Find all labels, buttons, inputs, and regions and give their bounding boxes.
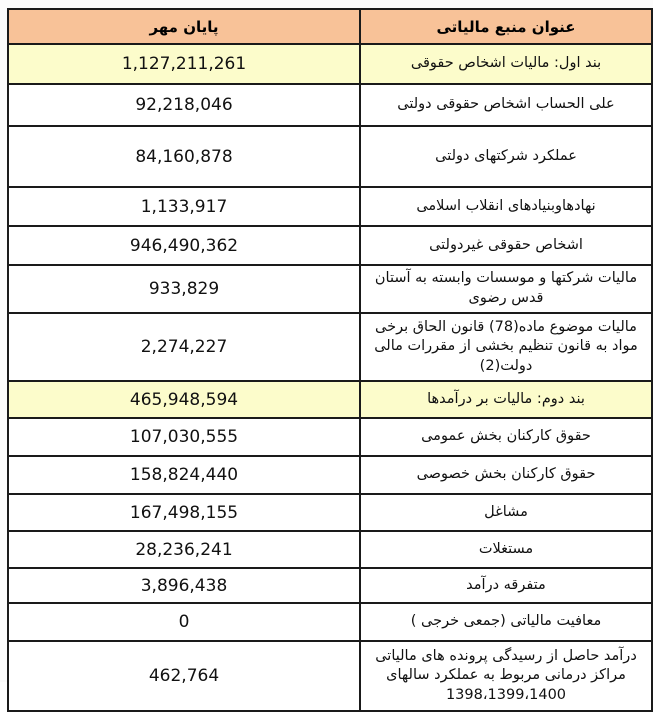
table-header xyxy=(8,9,652,44)
cell-amount: 1,127,211,261 xyxy=(8,44,360,84)
table-row xyxy=(8,418,652,456)
table-row xyxy=(8,568,652,603)
table-row xyxy=(8,265,652,313)
cell-tax-source-title: درآمد حاصل از رسیدگی پرونده های مالیاتی مراکز درمانی مربوط به عملکرد سالهای 1398،1399،1400 xyxy=(360,641,652,711)
cell-tax-source-title: اشخاص حقوقی غیردولتی xyxy=(360,226,652,265)
cell-amount: 1,133,917 xyxy=(8,187,360,226)
table-row xyxy=(8,603,652,641)
cell-tax-source-title: مالیات موضوع ماده(78) قانون الحاق برخی مواد به قانون تنظیم بخشی از مقررات مالی دولت(2) xyxy=(360,313,652,381)
cell-amount: 0 xyxy=(8,603,360,641)
table-row xyxy=(8,531,652,568)
cell-tax-source-title: حقوق کارکنان بخش عمومی xyxy=(360,418,652,456)
tax-table-container xyxy=(9,8,653,703)
cell-amount: 3,896,438 xyxy=(8,568,360,603)
table-row xyxy=(8,226,652,265)
cell-amount: 84,160,878 xyxy=(8,126,360,187)
cell-amount: 28,236,241 xyxy=(8,531,360,568)
column-header-end-of-mehr: پایان مهر xyxy=(8,9,360,44)
cell-tax-source-title: مشاغل xyxy=(360,494,652,531)
page-top-margin xyxy=(0,0,653,8)
table-row xyxy=(8,381,652,418)
table-row xyxy=(8,641,652,711)
cell-amount: 933,829 xyxy=(8,265,360,313)
table-row xyxy=(8,187,652,226)
table-row xyxy=(8,456,652,494)
cell-tax-source-title: عملکرد شرکتهای دولتی xyxy=(360,126,652,187)
table-row xyxy=(8,494,652,531)
table-body xyxy=(8,44,652,711)
cell-amount: 946,490,362 xyxy=(8,226,360,265)
cell-amount: 167,498,155 xyxy=(8,494,360,531)
cell-tax-source-title: متفرقه درآمد xyxy=(360,568,652,603)
cell-amount: 462,764 xyxy=(8,641,360,711)
cell-tax-source-title: علی الحساب اشخاص حقوقی دولتی xyxy=(360,84,652,126)
table-row xyxy=(8,126,652,187)
cell-tax-source-title: مالیات شرکتها و موسسات وابسته به آستان قدس رضوی xyxy=(360,265,652,313)
table-row xyxy=(8,84,652,126)
table-row xyxy=(8,313,652,381)
cell-amount: 92,218,046 xyxy=(8,84,360,126)
cell-tax-source-title: بند اول: مالیات اشخاص حقوقی xyxy=(360,44,652,84)
cell-tax-source-title: مستغلات xyxy=(360,531,652,568)
cell-amount: 158,824,440 xyxy=(8,456,360,494)
tax-revenue-table xyxy=(7,8,653,712)
cell-tax-source-title: معافیت مالیاتی (جمعی خرجی ) xyxy=(360,603,652,641)
column-header-tax-source-title: عنوان منبع مالیاتی xyxy=(360,9,652,44)
table-header-row xyxy=(8,9,652,44)
table-row xyxy=(8,44,652,84)
cell-tax-source-title: نهادهاوبنیادهای انقلاب اسلامی xyxy=(360,187,652,226)
cell-amount: 465,948,594 xyxy=(8,381,360,418)
cell-tax-source-title: حقوق کارکنان بخش خصوصی xyxy=(360,456,652,494)
cell-amount: 107,030,555 xyxy=(8,418,360,456)
cell-amount: 2,274,227 xyxy=(8,313,360,381)
cell-tax-source-title: بند دوم: مالیات بر درآمدها xyxy=(360,381,652,418)
